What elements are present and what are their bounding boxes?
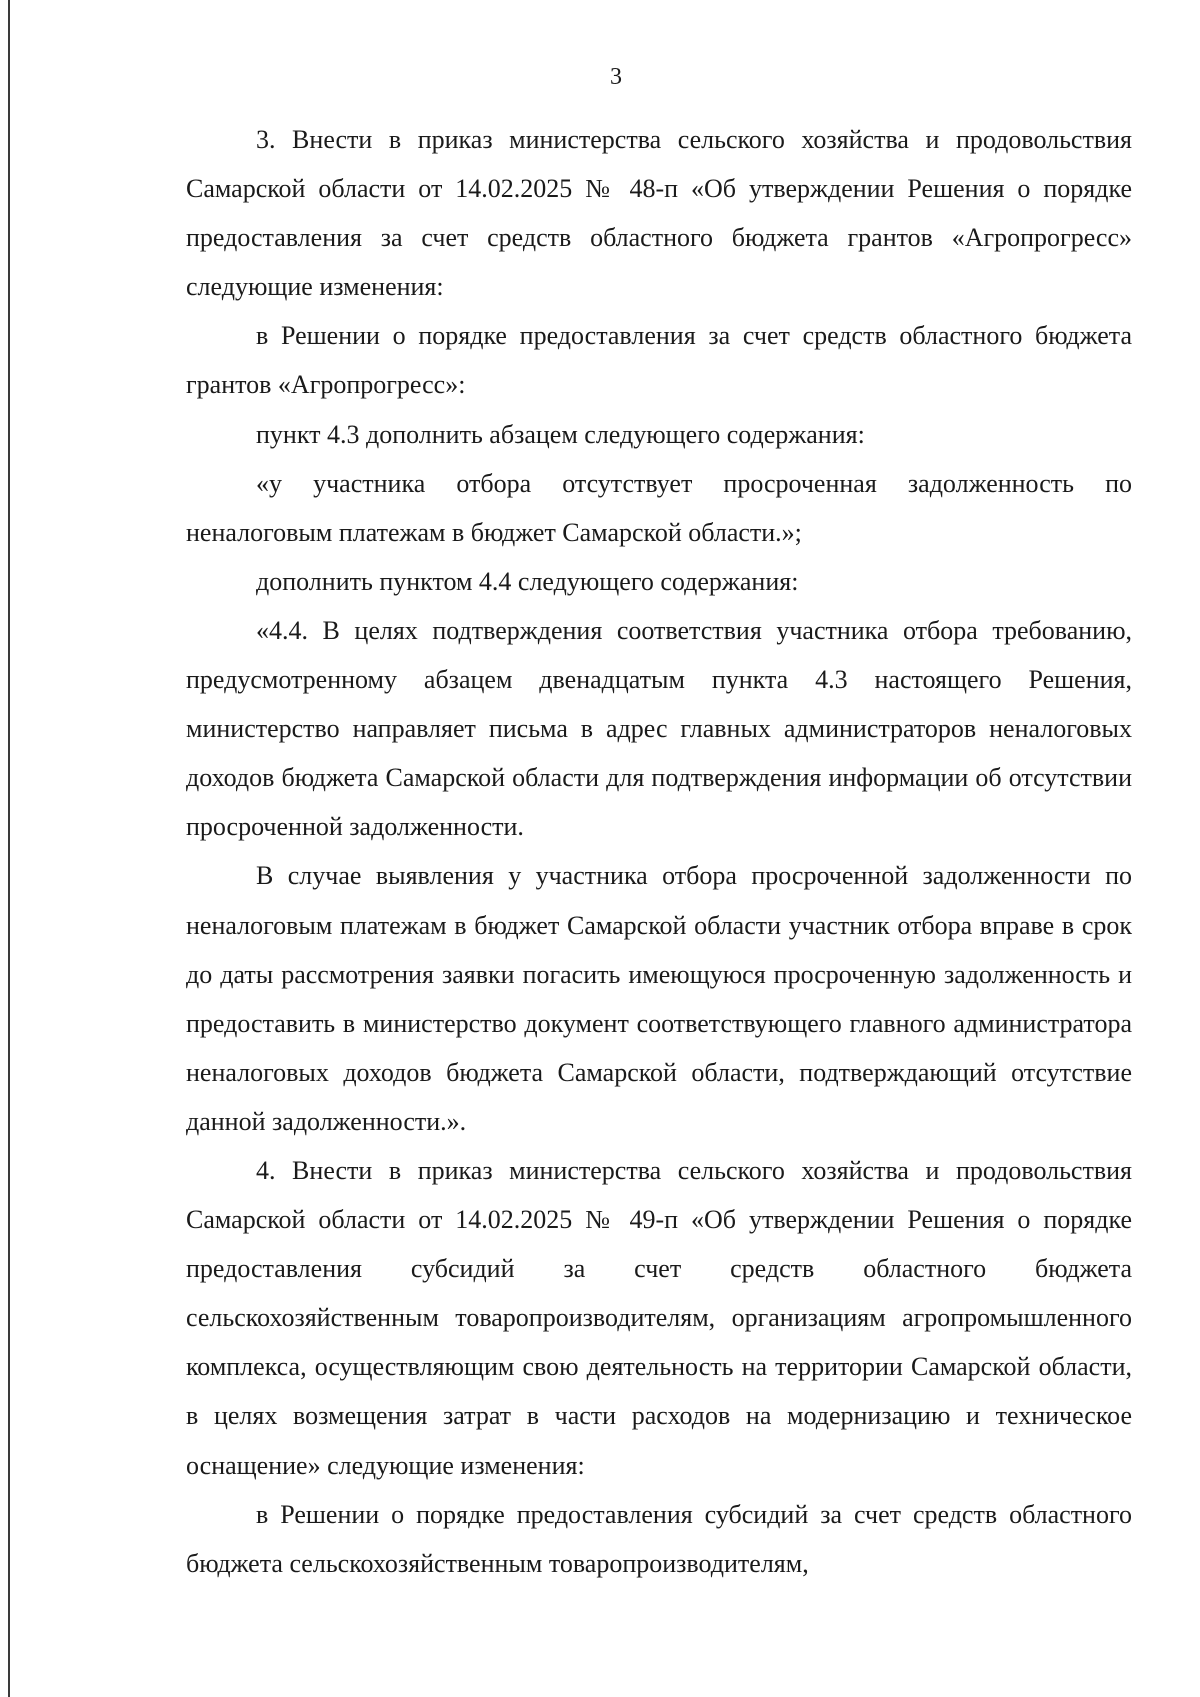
- paragraph-decision-intro: в Решении о порядке предоставления за счет средств областного бюджета грантов «Агропрогресс»:: [186, 321, 1132, 400]
- document-body: [186, 115, 1132, 1588]
- paragraph-item-4: 4. Внести в приказ министерства сельского хозяйства и продовольствия Самарской области от 14.02.2025 № 49-п «Об утверждении Решения о порядке предоставления субсидий за счет средств областного бюджета сельскохозяйственным товаропроизводителям, организациям агропромышленного комплекса, осуществляющим свою деятельность на территории Самарской области, в целях возмещения затрат в части расходов на модернизацию и техническое оснащение» следующие изменения:: [186, 1155, 1132, 1480]
- paragraph-point-4-4: «4.4. В целях подтверждения соответствия участника отбора требованию, предусмотренному абзацем двенадцатым пункта 4.3 настоящего Решения, министерство направляет письма в адрес главных администраторов неналоговых доходов бюджета Самарской области для подтверждения информации об отсутствии просроченной задолженности.: [186, 615, 1132, 842]
- scan-border-line: [8, 0, 10, 1697]
- paragraph-add-point-4-4: дополнить пунктом 4.4 следующего содержания:: [256, 566, 799, 596]
- paragraph-point-4-3-amend: пункт 4.3 дополнить абзацем следующего содержания:: [256, 419, 865, 449]
- paragraph-debt-case: В случае выявления у участника отбора просроченной задолженности по неналоговым платежам в бюджет Самарской области участник отбора вправе в срок до даты рассмотрения заявки погасить имеющуюся просроченную задолженность и предоставить в министерство документ соответствующего главного администратора неналоговых доходов бюджета Самарской области, подтверждающий отсутствие данной задолженности.».: [186, 861, 1132, 1136]
- paragraph-quote-debt: «у участника отбора отсутствует просроченная задолженность по неналоговым платежам в бюджет Самарской области.»;: [186, 468, 1132, 547]
- paragraph-decision-subsidies: в Решении о порядке предоставления субсидий за счет средств областного бюджета сельскохозяйственным товаропроизводителям,: [186, 1499, 1132, 1578]
- page-number: 3: [610, 64, 622, 90]
- paragraph-item-3: 3. Внести в приказ министерства сельского хозяйства и продовольствия Самарской области от 14.02.2025 № 48-п «Об утверждении Решения о порядке предоставления за счет средств областного бюджета грантов «Агропрогресс» следующие изменения:: [186, 125, 1132, 302]
